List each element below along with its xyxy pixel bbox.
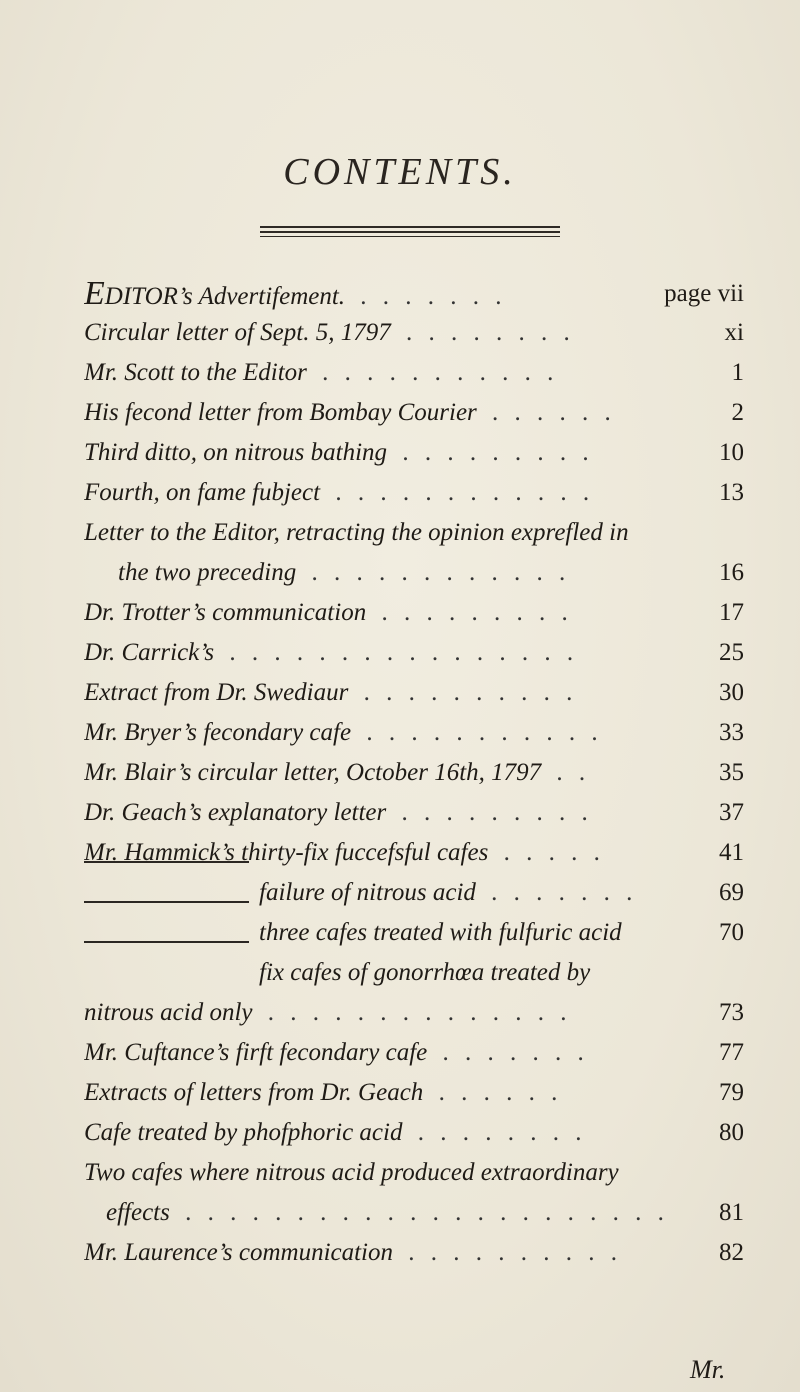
dot-leader: . . . . . . . . . . xyxy=(352,679,578,706)
toc-entry xyxy=(84,356,744,390)
page-number: 16 xyxy=(719,559,744,586)
toc-entry xyxy=(84,316,744,350)
toc-entry xyxy=(84,796,744,830)
entry-title: Two cafes where nitrous acid produced extraordinary xyxy=(84,1159,619,1186)
dot-leader: . . . . . . . . . . . . xyxy=(300,559,571,586)
toc-entry xyxy=(84,716,744,750)
entry-title: Extracts of letters from Dr. Geach xyxy=(84,1079,424,1106)
toc-entry xyxy=(84,596,744,630)
dot-leader: . . . . . . . . . . . . . . xyxy=(256,999,572,1026)
entry-title: His fecond letter from Bombay Courier xyxy=(84,399,477,426)
dot-leader: . . . . . . . . . . . xyxy=(310,359,559,386)
entry-title: Circular letter of Sept. 5, 1797 xyxy=(84,319,391,346)
page-number-value: vii xyxy=(717,280,744,307)
toc-entry xyxy=(84,916,744,950)
entry-title: Mr. Cuftance’s firft fecondary cafe xyxy=(84,1039,428,1066)
dot-leader: . . . . . . . . . xyxy=(390,799,593,826)
page-number: 79 xyxy=(719,1079,744,1106)
entry-title: three cafes treated with fulfuric acid xyxy=(259,919,622,946)
toc-entry xyxy=(84,396,744,430)
toc-entry xyxy=(84,756,744,790)
dot-leader: . . . . . xyxy=(492,839,605,866)
entry-title: Mr. Bryer’s fecondary cafe xyxy=(84,719,352,746)
entry-title: Dr. Carrick’s xyxy=(84,639,215,666)
dot-leader: . . . . . . . . . . xyxy=(397,1239,622,1266)
dot-leader: . . . . . . . xyxy=(349,283,507,310)
ditto-dash xyxy=(84,861,249,863)
page-number xyxy=(658,277,744,311)
toc-entry xyxy=(84,676,744,710)
dot-leader: . . . . . . . . . xyxy=(370,599,573,626)
page-number: 13 xyxy=(719,479,744,506)
dot-leader: . . . . . . . . . . . xyxy=(355,719,603,746)
toc-entry xyxy=(84,876,744,910)
dot-leader: . . . . . . . . xyxy=(406,1119,587,1146)
page-number: 17 xyxy=(719,599,744,626)
toc-entry-continued xyxy=(118,556,744,590)
dot-leader: . . xyxy=(545,759,591,786)
ditto-dash xyxy=(84,901,249,903)
toc-entry xyxy=(84,956,744,990)
toc-entry xyxy=(84,1076,744,1110)
toc-entry xyxy=(84,277,744,311)
page-number: 2 xyxy=(731,399,744,426)
dot-leader: . . . . . . . . . . . . xyxy=(324,479,595,506)
dot-leader: . . . . . . xyxy=(427,1079,563,1106)
dot-leader: . . . . . . . xyxy=(479,879,638,906)
entry-title: Cafe treated by phofphoric acid xyxy=(84,1119,403,1146)
toc-entry-continued xyxy=(106,1196,744,1230)
toc-entry xyxy=(84,1036,744,1070)
entry-title: Dr. Trotter’s communication xyxy=(84,599,367,626)
entry-title: DITOR’s Advertifement. xyxy=(104,283,346,310)
page-number: 1 xyxy=(731,359,744,386)
entry-title: Letter to the Editor, retracting the opinion exprefled in xyxy=(84,519,629,546)
page-number: 73 xyxy=(719,999,744,1026)
entry-title: Mr. Hammick’s thirty-fix fuccefsful cafes xyxy=(84,839,489,866)
page-number: 70 xyxy=(719,919,744,946)
dot-leader: . . . . . . . . xyxy=(394,319,575,346)
toc-entry-continued xyxy=(84,996,744,1030)
page-number: 35 xyxy=(719,759,744,786)
entry-title: Dr. Geach’s explanatory letter xyxy=(84,799,387,826)
dot-leader: . . . . . . xyxy=(480,399,616,426)
toc-entry xyxy=(84,436,744,470)
page-number: 30 xyxy=(719,679,744,706)
toc-entry xyxy=(84,516,744,550)
page-number: 81 xyxy=(719,1199,744,1226)
entry-title: Extract from Dr. Swediaur xyxy=(84,679,349,706)
entry-title: Mr. Blair’s circular letter, October 16th, 1797 xyxy=(84,759,542,786)
entry-title: failure of nitrous acid xyxy=(259,879,476,906)
entry-title: Fourth, on fame fubject xyxy=(84,479,321,506)
page-title: CONTENTS. xyxy=(283,151,517,193)
toc-entry xyxy=(84,836,744,870)
page-number: 80 xyxy=(719,1119,744,1146)
page-number: 41 xyxy=(719,839,744,866)
page-number: 82 xyxy=(719,1239,744,1266)
page-number: 69 xyxy=(719,879,744,906)
page-number: xi xyxy=(724,319,744,346)
toc-entry xyxy=(84,476,744,510)
toc-entry xyxy=(84,1236,744,1270)
toc-entry xyxy=(84,636,744,670)
page-label: page xyxy=(664,280,712,307)
entry-title: Mr. Laurence’s communication xyxy=(84,1239,393,1266)
page-number: 33 xyxy=(719,719,744,746)
dot-leader: . . . . . . . xyxy=(431,1039,589,1066)
page-number: 77 xyxy=(719,1039,744,1066)
entry-title: nitrous acid only xyxy=(84,999,253,1026)
ditto-dash xyxy=(84,941,249,943)
entry-title: fix cafes of gonorrhœa treated by xyxy=(259,959,591,986)
page-number: 10 xyxy=(719,439,744,466)
dot-leader: . . . . . . . . . . . . . . . . . . . . . . xyxy=(173,1199,669,1226)
page-number: 25 xyxy=(719,639,744,666)
entry-title: effects xyxy=(106,1199,170,1226)
entry-title: Third ditto, on nitrous bathing xyxy=(84,439,388,466)
dot-leader: . . . . . . . . . xyxy=(391,439,594,466)
toc-entry xyxy=(84,1156,744,1190)
page-number: 37 xyxy=(719,799,744,826)
toc-entry xyxy=(84,1116,744,1150)
entry-title: the two preceding xyxy=(118,559,297,586)
catchword: Mr. xyxy=(690,1355,726,1384)
initial-letter: E xyxy=(84,277,105,311)
dot-leader: . . . . . . . . . . . . . . . . xyxy=(218,639,579,666)
entry-title: Mr. Scott to the Editor xyxy=(84,359,307,386)
